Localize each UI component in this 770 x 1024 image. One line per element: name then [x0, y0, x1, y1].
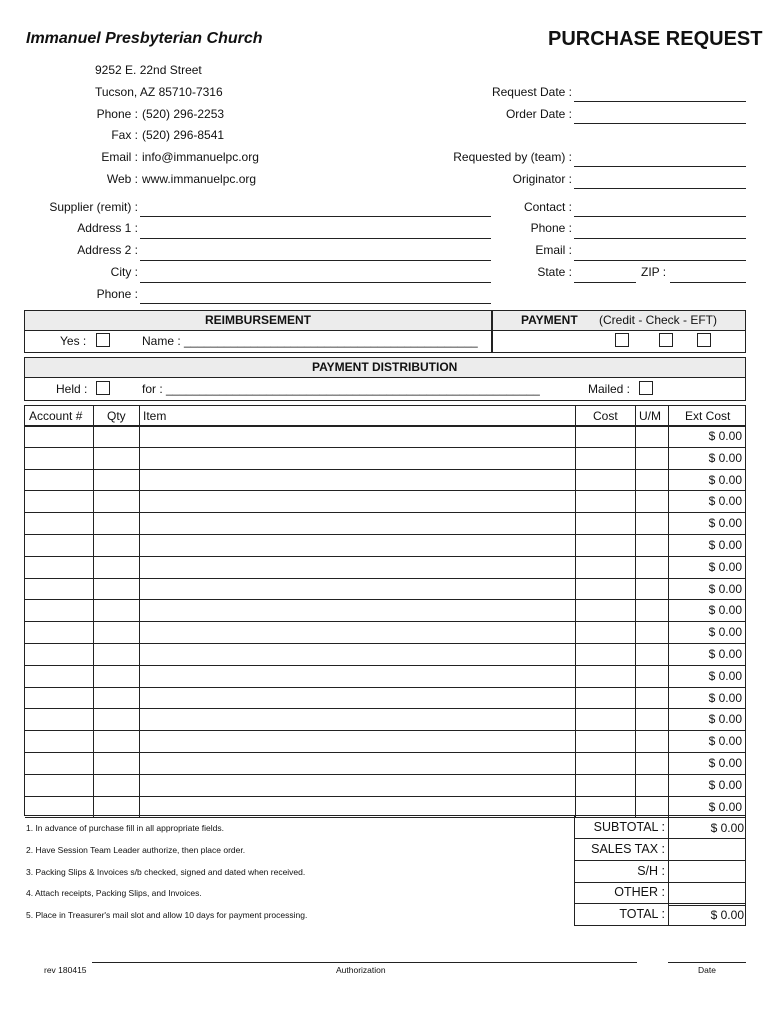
address1-label: Address 1 :	[77, 221, 138, 235]
originator-field[interactable]	[574, 188, 746, 189]
church-email: info@immanuelpc.org	[142, 150, 259, 164]
ext-cost-cell: $ 0.00	[708, 668, 742, 683]
supplier-field[interactable]	[140, 216, 491, 217]
contact-phone-label: Phone :	[530, 221, 572, 235]
reimbursement-name-label[interactable]: Name : ____________________________________________	[142, 334, 478, 348]
col-account-header: Account #	[29, 409, 83, 423]
originator-label: Originator :	[512, 172, 572, 186]
zip-label: ZIP :	[641, 265, 667, 279]
col-ext-header: Ext Cost	[685, 409, 731, 423]
table-row[interactable]	[25, 448, 745, 470]
state-label: State :	[537, 265, 572, 279]
table-row[interactable]	[25, 688, 745, 710]
payment-title: PAYMENT	[521, 313, 578, 327]
supplier-phone-field[interactable]	[140, 303, 491, 304]
ext-cost-cell: $ 0.00	[708, 777, 742, 792]
ext-cost-cell: $ 0.00	[708, 494, 742, 509]
table-row[interactable]	[25, 491, 745, 513]
sales-tax-field[interactable]	[670, 840, 744, 859]
authorization-signature-line[interactable]	[92, 962, 637, 963]
table-row[interactable]	[25, 775, 745, 797]
church-phone-label: Phone :	[96, 107, 138, 121]
held-label: Held :	[56, 382, 88, 396]
requested-by-label: Requested by (team) :	[453, 150, 572, 164]
church-street: 9252 E. 22nd Street	[95, 63, 202, 77]
other-field[interactable]	[670, 884, 744, 902]
church-web-label: Web :	[106, 172, 138, 186]
mailed-checkbox[interactable]	[639, 381, 653, 395]
table-row[interactable]	[25, 513, 745, 535]
total-label: TOTAL :	[619, 907, 665, 921]
church-fax-label: Fax :	[111, 128, 138, 142]
subtotal-label: SUBTOTAL :	[593, 820, 665, 834]
table-row[interactable]	[25, 426, 745, 448]
table-row[interactable]	[25, 470, 745, 492]
church-city: Tucson, AZ 85710-7316	[95, 85, 223, 99]
items-table	[24, 405, 746, 816]
city-label: City :	[110, 265, 138, 279]
revision-label: rev 180415	[44, 965, 87, 975]
ext-cost-cell: $ 0.00	[708, 756, 742, 770]
mailed-label: Mailed :	[588, 382, 631, 396]
for-label[interactable]: for : ________________________________________________________	[142, 382, 540, 396]
table-row[interactable]	[25, 644, 745, 666]
table-row[interactable]	[25, 666, 745, 688]
request-date-label: Request Date :	[491, 85, 572, 99]
contact-phone-field[interactable]	[574, 238, 746, 239]
col-item-header: Item	[143, 409, 167, 423]
reimbursement-yes-checkbox[interactable]	[96, 333, 110, 347]
address1-field[interactable]	[140, 238, 491, 239]
note-5: 5. Place in Treasurer's mail slot and allow 10 days for payment processing.	[26, 910, 308, 920]
ext-cost-cell: $ 0.00	[708, 472, 742, 487]
yes-label: Yes :	[60, 334, 87, 348]
ext-cost-cell: $ 0.00	[708, 516, 742, 531]
address2-label: Address 2 :	[77, 243, 138, 257]
ext-cost-cell: $ 0.00	[708, 712, 742, 727]
address2-field[interactable]	[140, 260, 491, 261]
payment-eft-checkbox[interactable]	[697, 333, 711, 347]
contact-label: Contact :	[523, 200, 572, 214]
form-title: PURCHASE REQUEST	[548, 28, 763, 50]
subtotal-value: $ 0.00	[710, 821, 744, 835]
col-cost-header: Cost	[593, 409, 618, 423]
supplier-label: Supplier (remit) :	[49, 200, 138, 214]
supplier-phone-label: Phone :	[96, 287, 138, 301]
church-email-label: Email :	[101, 150, 138, 164]
note-2: 2. Have Session Team Leader authorize, then place order.	[26, 845, 246, 855]
ext-cost-cell: $ 0.00	[708, 450, 742, 465]
table-row[interactable]	[25, 709, 745, 731]
table-row[interactable]	[25, 535, 745, 557]
reimbursement-title: REIMBURSEMENT	[205, 313, 312, 327]
payment-credit-checkbox[interactable]	[615, 333, 629, 347]
authorization-label: Authorization	[336, 965, 386, 975]
payment-check-checkbox[interactable]	[659, 333, 673, 347]
contact-email-field[interactable]	[574, 260, 746, 261]
col-qty-header: Qty	[107, 409, 126, 423]
ext-cost-cell: $ 0.00	[708, 799, 742, 814]
ext-cost-cell: $ 0.00	[708, 690, 742, 705]
table-row[interactable]	[25, 557, 745, 579]
ext-cost-cell: $ 0.00	[708, 625, 742, 640]
distribution-title: PAYMENT DISTRIBUTION	[312, 360, 458, 374]
city-field[interactable]	[140, 282, 491, 283]
table-row[interactable]	[25, 622, 745, 644]
ext-cost-cell: $ 0.00	[708, 603, 742, 618]
held-checkbox[interactable]	[96, 381, 110, 395]
ext-cost-cell: $ 0.00	[708, 647, 742, 661]
request-date-field[interactable]	[574, 101, 746, 102]
date-label: Date	[698, 965, 716, 975]
church-fax: (520) 296-8541	[142, 128, 225, 142]
ext-cost-cell: $ 0.00	[708, 734, 742, 749]
note-3: 3. Packing Slips & Invoices s/b checked, signed and dated when received.	[26, 867, 306, 877]
col-um-header: U/M	[639, 409, 661, 423]
church-web: www.immanuelpc.org	[142, 172, 257, 186]
zip-field[interactable]	[670, 282, 746, 283]
order-date-label: Order Date :	[505, 107, 572, 121]
ext-cost-cell: $ 0.00	[708, 581, 742, 596]
state-field[interactable]	[574, 282, 636, 283]
sh-label: S/H :	[637, 864, 665, 878]
table-row[interactable]	[25, 753, 745, 775]
table-row[interactable]	[25, 600, 745, 622]
note-1: 1. In advance of purchase fill in all appropriate fields.	[26, 823, 224, 833]
table-row[interactable]	[25, 731, 745, 753]
other-label: OTHER :	[614, 885, 665, 899]
ext-cost-cell: $ 0.00	[708, 429, 742, 443]
payment-methods: (Credit - Check - EFT)	[599, 313, 718, 327]
contact-email-label: Email :	[535, 243, 572, 257]
church-name: Immanuel Presbyterian Church	[26, 30, 263, 47]
contact-field[interactable]	[574, 216, 746, 217]
requested-by-field[interactable]	[574, 166, 746, 167]
ext-cost-cell: $ 0.00	[708, 559, 742, 574]
sales-tax-label: SALES TAX :	[591, 842, 665, 856]
sh-field[interactable]	[670, 862, 744, 881]
table-row[interactable]	[25, 579, 745, 601]
date-signature-line[interactable]	[668, 962, 746, 963]
church-phone: (520) 296-2253	[142, 107, 225, 121]
total-value: $ 0.00	[710, 908, 744, 922]
ext-cost-cell: $ 0.00	[708, 538, 742, 552]
note-4: 4. Attach receipts, Packing Slips, and Invoices.	[26, 888, 202, 898]
order-date-field[interactable]	[574, 123, 746, 124]
